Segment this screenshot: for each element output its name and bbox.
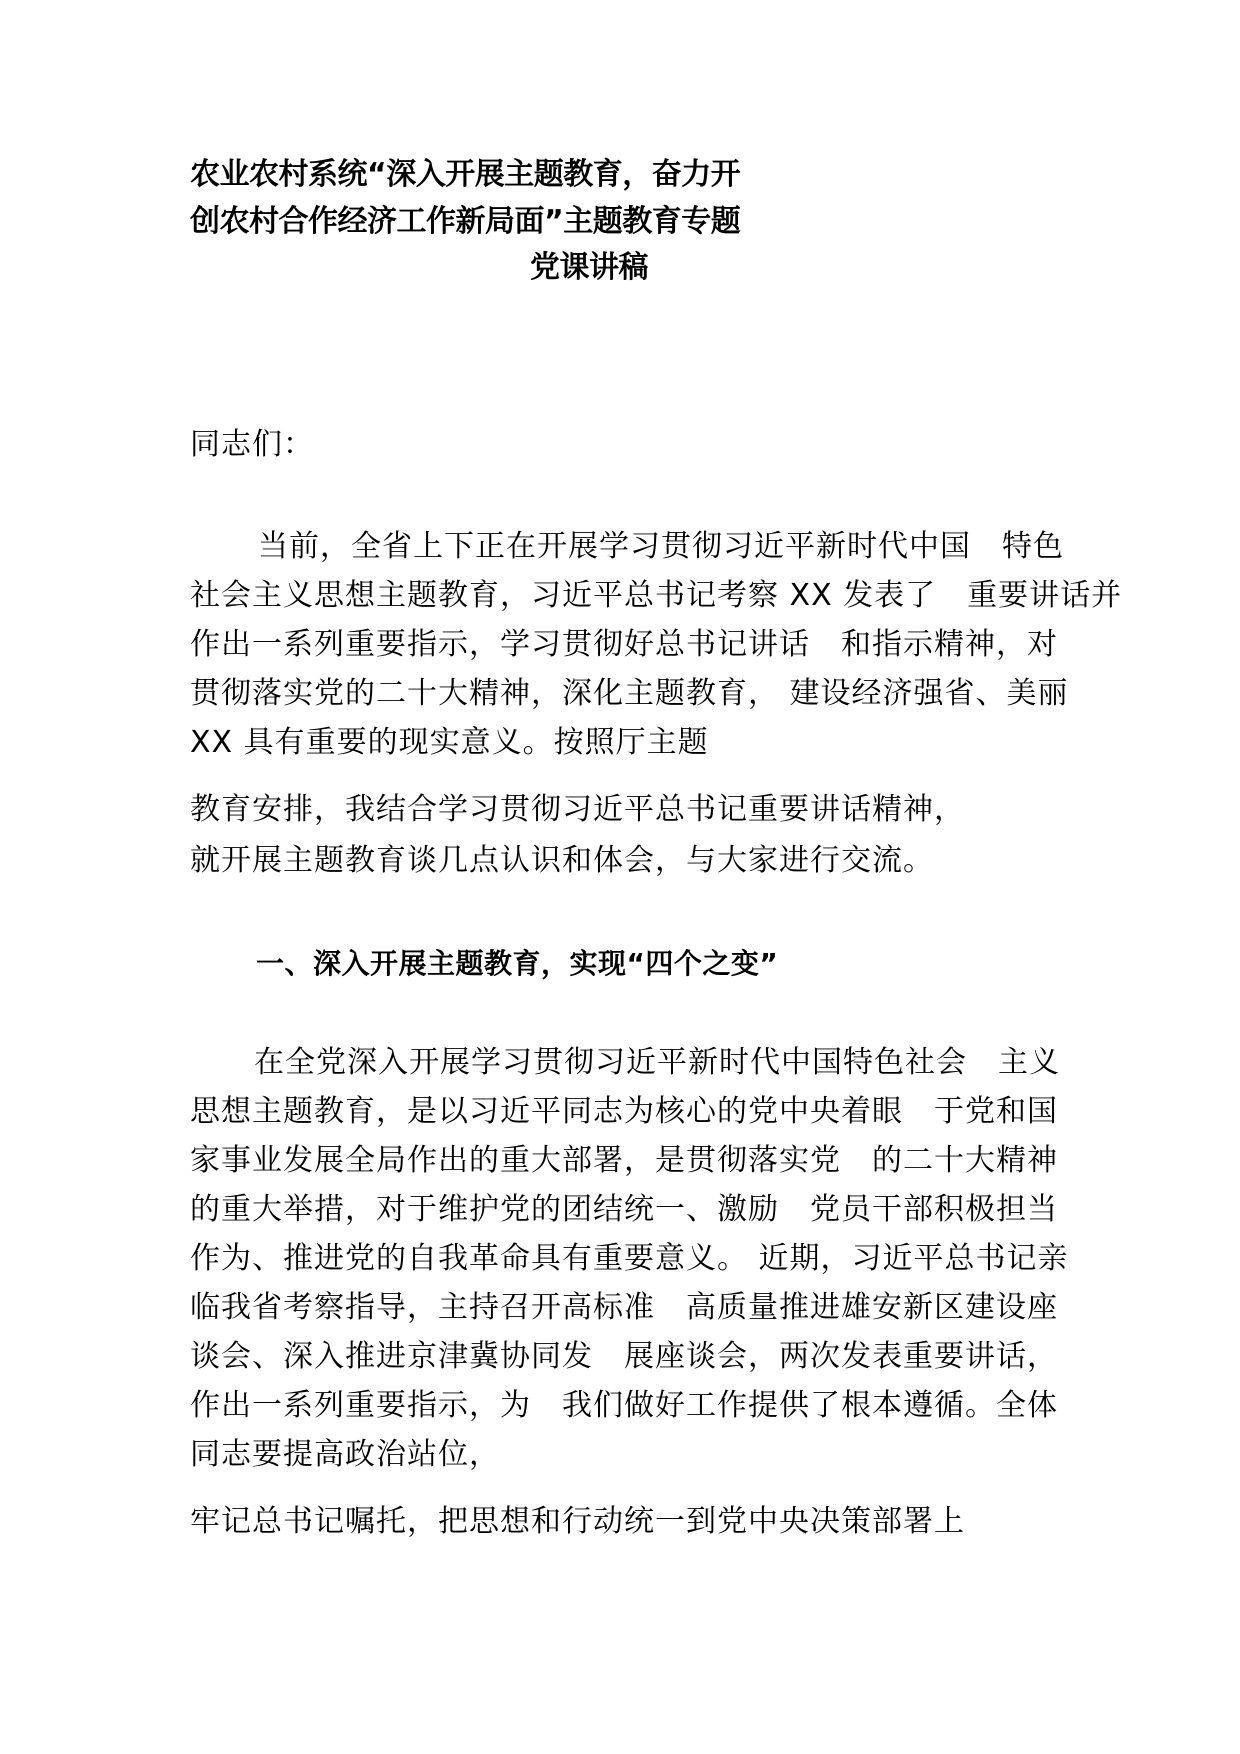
paragraph-2-line-1: 教育安排，我结合学习贯彻习近平总书记重要讲话精神， [190, 792, 965, 827]
paragraph-3-line-2: 思想主题教育，是以习近平同志为核心的党中央着眼 于党和国 [190, 1094, 1058, 1129]
paragraph-3-line-5: 作为、推进党的自我革命具有重要意义。 近期，习近平总书记亲 [190, 1241, 1069, 1276]
section-1-heading: 一、深入开展主题教育，实现“四个之变” [256, 947, 779, 980]
title-line-2: 创农村合作经济工作新局面”主题教育专题 [190, 204, 741, 239]
paragraph-1-line-3: 作出一系列重要指示，学习贯彻好总书记讲话 和指示精神，对 [190, 627, 1058, 662]
title-line-3: 党课讲稿 [530, 250, 648, 285]
paragraph-3-line-6: 临我省考察指导，主持召开高标准 高质量推进雄安新区建设座 [190, 1290, 1058, 1325]
paragraph-1-line-5: XX 具有重要的现实意义。按照厅主题 [190, 725, 709, 760]
paragraph-4-line-1: 牢记总书记嘱托，把思想和行动统一到党中央决策部署上 [190, 1504, 965, 1539]
paragraph-1-line-1: 当前，全省上下正在开展学习贯彻习近平新时代中国 特色 [258, 529, 1064, 564]
paragraph-3-line-7: 谈会、深入推进京津冀协同发 展座谈会，两次发表重要讲话， [190, 1339, 1058, 1374]
paragraph-3-line-3: 家事业发展全局作出的重大部署，是贯彻落实党 的二十大精神 [190, 1143, 1058, 1178]
salutation: 同志们： [190, 427, 314, 462]
paragraph-3-line-4: 的重大举措，对于维护党的团结统一、激励 党员干部积极担当 [190, 1192, 1058, 1227]
paragraph-3-line-8: 作出一系列重要指示，为 我们做好工作提供了根本遵循。全体 [190, 1388, 1058, 1423]
paragraph-3-line-9: 同志要提高政治站位， [190, 1437, 500, 1472]
paragraph-1-line-2: 社会主义思想主题教育，习近平总书记考察 XX 发表了 重要讲话并 [190, 578, 1123, 613]
paragraph-2-line-2: 就开展主题教育谈几点认识和体会，与大家进行交流。 [190, 843, 934, 878]
paragraph-1-line-4: 贯彻落实党的二十大精神，深化主题教育， 建设经济强省、美丽 [190, 676, 1069, 711]
paragraph-3-line-1: 在全党深入开展学习贯彻习近平新时代中国特色社会 主义 [254, 1045, 1060, 1080]
title-line-1: 农业农村系统“深入开展主题教育，奋力开 [190, 157, 741, 192]
